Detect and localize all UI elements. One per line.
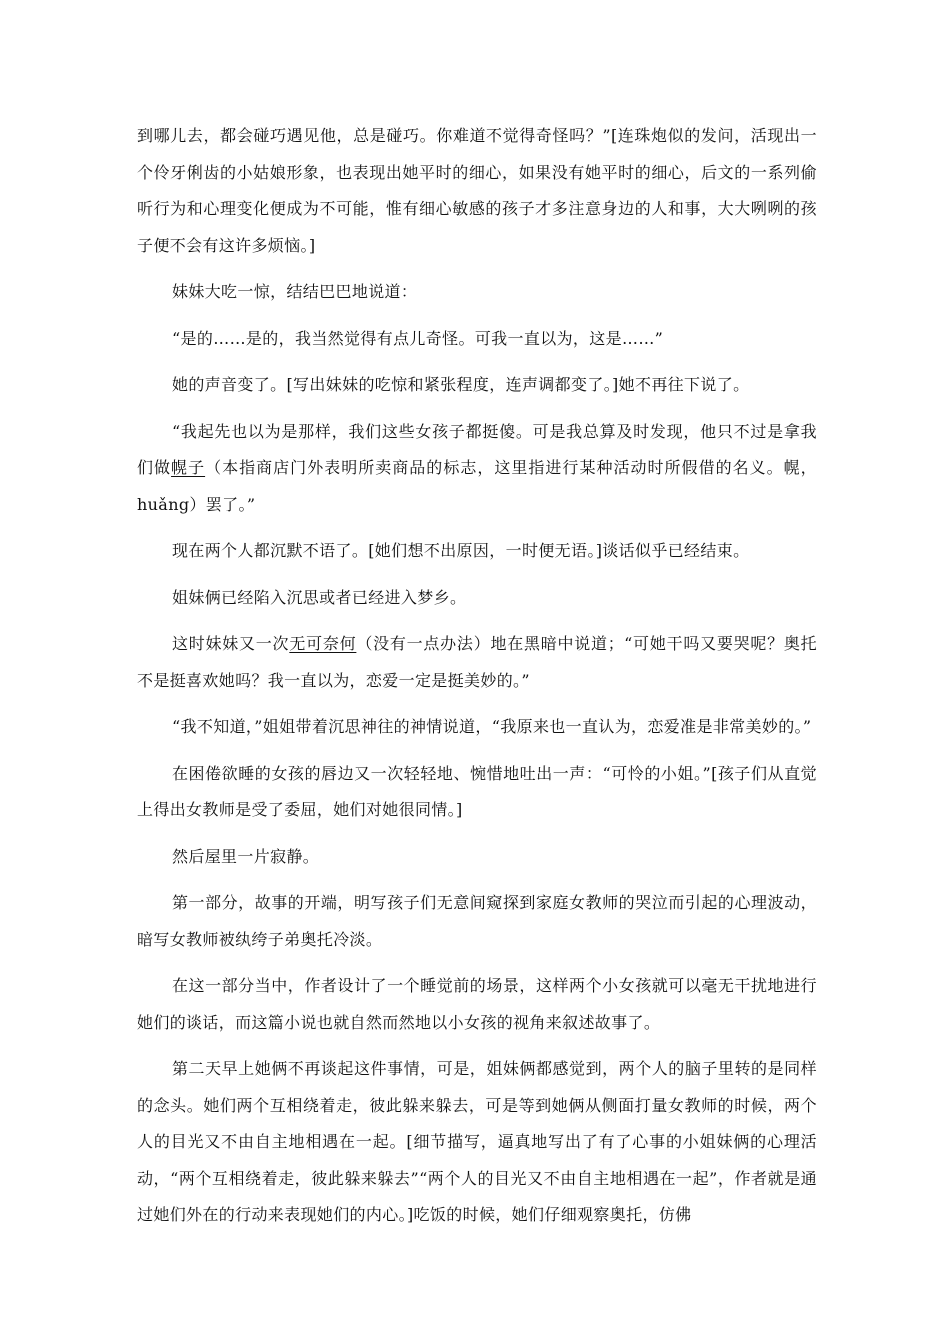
paragraph-11: 然后屋里一片寂静。 bbox=[172, 846, 320, 866]
paragraph-12: 第一部分，故事的开端，明写孩子们无意间窥探到家庭女教师的哭泣而引起的心理波动，暗写女教师被纨绔子弟奥托冷淡。 bbox=[137, 893, 817, 949]
paragraph-5-part-2: （本指商店门外表明所卖商品的标志，这里指进行某种活动时所假借的名义。幌，huǎng）罢了。” bbox=[137, 458, 818, 514]
paragraph-9: “我不知道，”姐姐带着沉思神往的神情说道，“我原来也一直认为，恋爱准是非常美妙的。” bbox=[172, 717, 812, 736]
paragraph-7: 姐妹俩已经陷入沉思或者已经进入梦乡。 bbox=[172, 587, 467, 607]
paragraph-3: “是的……是的，我当然觉得有点儿奇怪。可我一直以为，这是……” bbox=[172, 328, 664, 348]
underlined-term-wukenaihe: 无可奈何 bbox=[289, 634, 357, 653]
paragraph-4: 她的声音变了。[写出妹妹的吃惊和紧张程度，连声调都变了。]她不再往下说了。 bbox=[172, 375, 750, 394]
paragraph-8 bbox=[137, 626, 817, 699]
paragraph-5-part-1: “我起先也以为是那样，我们这些女孩子都挺傻。可是我总算及时发现，他只不过是拿我们做 bbox=[137, 421, 817, 477]
paragraph-1: 到哪儿去，都会碰巧遇见他，总是碰巧。你难道不觉得奇怪吗？”[连珠炮似的发问，活现出一个伶牙俐齿的小姑娘形象，也表现出她平时的细心，如果没有她平时的细心，后文的一系列偷听行为和心理变化便成为不可能，惟有细心敏感的孩子才多注意身边的人和事，大大咧咧的孩子便不会有这许多烦恼。] bbox=[137, 126, 817, 255]
document-body bbox=[137, 118, 817, 1244]
paragraph-5 bbox=[137, 414, 817, 524]
paragraph-8-part-2: （没有一点办法）地在黑暗中说道；“可她干吗又要哭呢？奥托不是挺喜欢她吗？我一直以为，恋爱一定是挺美妙的。” bbox=[137, 634, 818, 690]
paragraph-8-part-1: 这时妹妹又一次 bbox=[172, 634, 290, 653]
paragraph-6: 现在两个人都沉默不语了。[她们想不出原因，一时便无语。]谈话似乎已经结束。 bbox=[172, 541, 750, 560]
underlined-term-huangzi: 幌子 bbox=[171, 458, 206, 477]
paragraph-10: 在困倦欲睡的女孩的唇边又一次轻轻地、惋惜地吐出一声：“可怜的小姐。”[孩子们从直觉上得出女教师是受了委屈，她们对她很同情。] bbox=[137, 763, 817, 819]
paragraph-14: 第二天早上她俩不再谈起这件事情，可是，姐妹俩都感觉到，两个人的脑子里转的是同样的念头。她们两个互相绕着走，彼此躲来躲去，可是等到她俩从侧面打量女教师的时候，两个人的目光又不由自主地相遇在一起。[细节描写，逼真地写出了有了心事的小姐妹俩的心理活动，“两个互相绕着走，彼此躲来躲去”“两个人的目光又不由自主地相遇在一起”，作者就是通过她们外在的行动来表现她们的内心。]吃饭的时候，她们仔细观察奥托，仿佛 bbox=[137, 1059, 817, 1224]
paragraph-2: 妹妹大吃一惊，结结巴巴地说道： bbox=[172, 282, 418, 301]
paragraph-13: 在这一部分当中，作者设计了一个睡觉前的场景，这样两个小女孩就可以毫无干扰地进行她们的谈话，而这篇小说也就自然而然地以小女孩的视角来叙述故事了。 bbox=[137, 976, 817, 1032]
